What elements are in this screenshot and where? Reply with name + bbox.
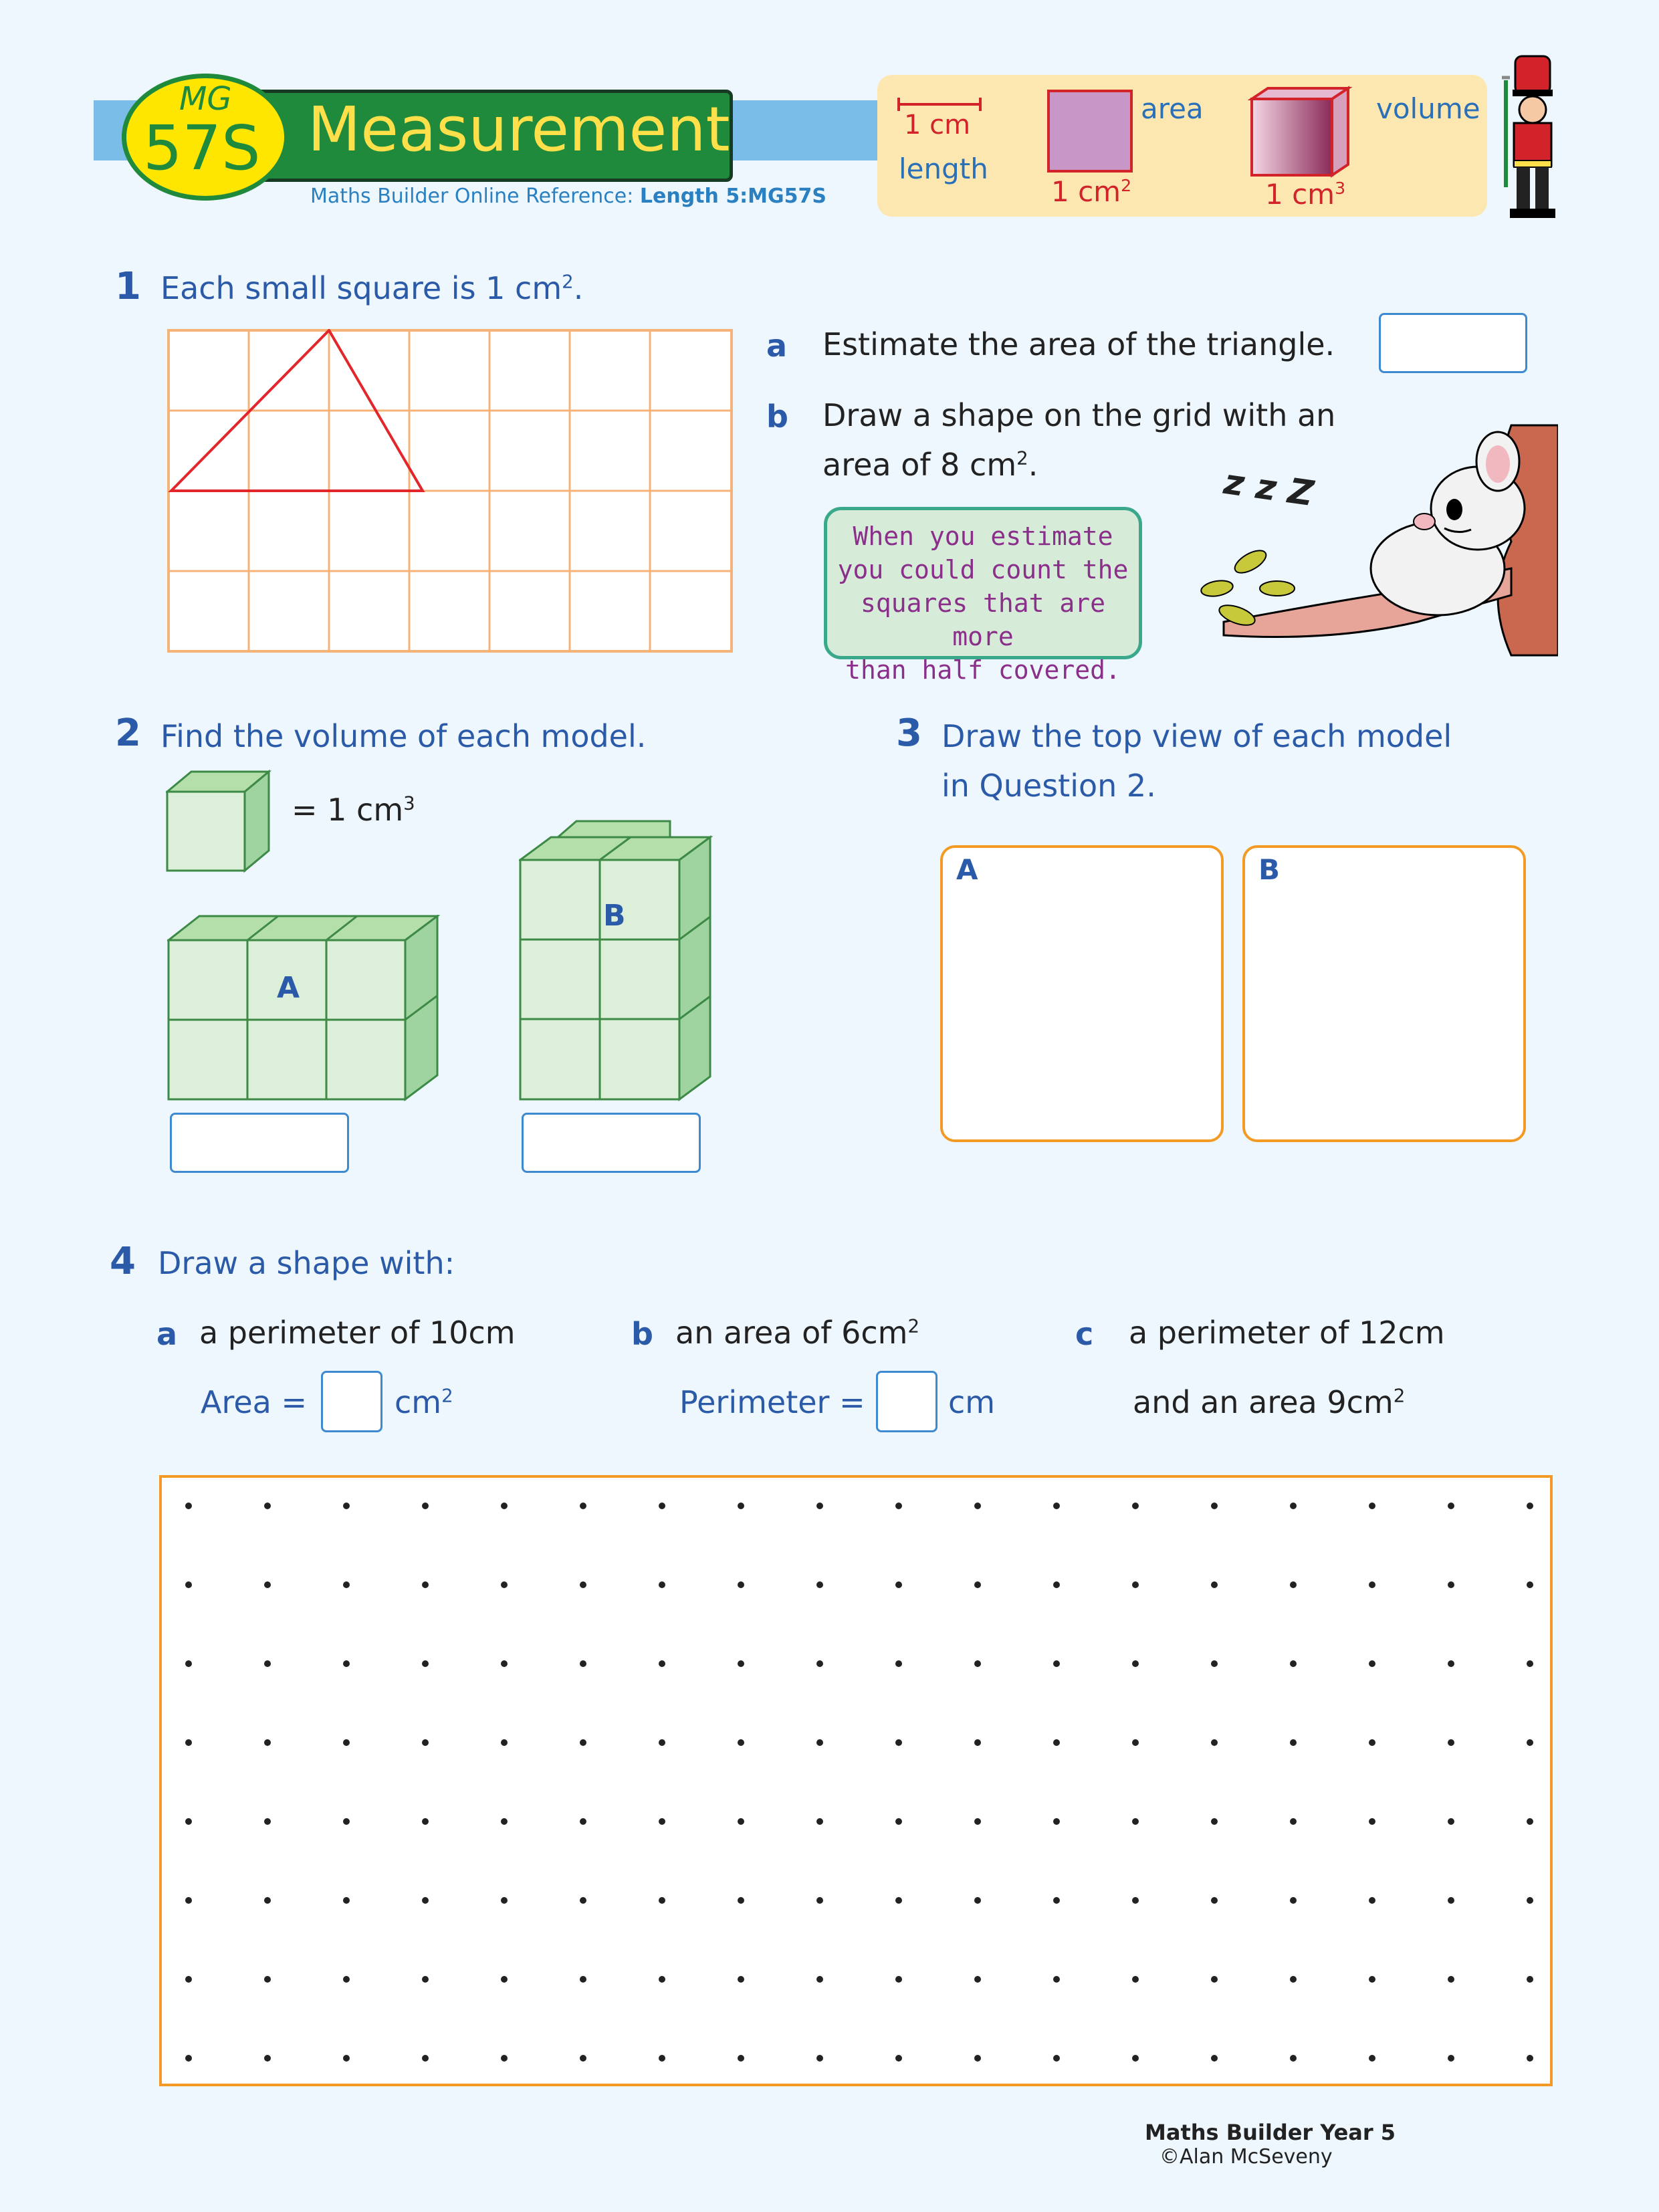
grid-dot xyxy=(738,1581,744,1588)
model-b xyxy=(519,814,720,1102)
grid-dot xyxy=(185,1818,192,1825)
grid-dot xyxy=(895,1976,902,1983)
grid-dot xyxy=(1369,1739,1375,1746)
grid-dot xyxy=(343,1818,350,1825)
grid-dot xyxy=(185,2055,192,2062)
grid-dot xyxy=(1211,2055,1218,2062)
grid-dot xyxy=(264,1739,271,1746)
grid-dot xyxy=(895,1739,902,1746)
volume-cube-icon xyxy=(1248,86,1355,179)
grid-dot xyxy=(343,1976,350,1983)
q1-part-b-letter: b xyxy=(766,399,788,435)
grid-dot xyxy=(1290,1739,1297,1746)
reference-value: Length 5:MG57S xyxy=(639,185,827,208)
model-a-label: A xyxy=(277,971,300,1005)
grid-dot xyxy=(1448,1976,1454,1983)
grid-dot xyxy=(1211,1581,1218,1588)
grid-dot xyxy=(580,1739,586,1746)
grid-dot xyxy=(580,2055,586,2062)
grid-dot xyxy=(422,1660,429,1667)
model-a xyxy=(167,915,441,1102)
top-view-box-a-label: A xyxy=(956,853,978,886)
volume-unit: 1 $cm^3$ xyxy=(1265,178,1346,211)
top-view-box-a[interactable] xyxy=(940,845,1224,1142)
grid-dot xyxy=(343,2055,350,2062)
grid-dot xyxy=(264,1503,271,1509)
grid-dot xyxy=(422,1897,429,1904)
grid-dot xyxy=(501,1897,508,1904)
grid-dot xyxy=(974,1897,981,1904)
grid-dot xyxy=(1448,1581,1454,1588)
grid-dot xyxy=(738,1897,744,1904)
grid-dot xyxy=(422,2055,429,2062)
top-view-box-b-label: B xyxy=(1258,853,1281,886)
grid-dot xyxy=(422,1976,429,1983)
footer-book: Maths Builder Year 5 xyxy=(1145,2120,1396,2145)
dot-grid-area[interactable] xyxy=(159,1475,1553,2086)
q1-part-b-line2: area of 8 $cm^2$. xyxy=(822,447,1038,483)
grid-dot xyxy=(974,1976,981,1983)
q4b-perimeter-unit: cm xyxy=(948,1384,996,1420)
grid-dot xyxy=(974,2055,981,2062)
grid-dot xyxy=(343,1739,350,1746)
grid-dot xyxy=(1290,1660,1297,1667)
grid-dot xyxy=(1290,2055,1297,2062)
grid-dot xyxy=(1369,1976,1375,1983)
grid-dot xyxy=(1132,1818,1139,1825)
grid-dot xyxy=(816,1976,823,1983)
q1a-answer-box[interactable] xyxy=(1379,313,1527,373)
q4-part-b-text: an area of $6cm^2$ xyxy=(675,1315,920,1351)
question-3-number: 3 xyxy=(896,711,922,755)
model-b-label: B xyxy=(603,899,626,933)
grid-dot xyxy=(1132,1581,1139,1588)
grid-dot xyxy=(816,1660,823,1667)
grid-dot xyxy=(1369,2055,1375,2062)
q4-part-a-letter: a xyxy=(156,1316,178,1352)
q4-part-b-letter: b xyxy=(631,1316,653,1352)
grid-dot xyxy=(659,1739,665,1746)
length-unit: 1 cm xyxy=(904,110,971,140)
grid-dot xyxy=(1053,1739,1060,1746)
grid-dot xyxy=(1369,1581,1375,1588)
q1-part-a-text: Estimate the area of the triangle. xyxy=(822,326,1335,362)
q4a-area-answer-box[interactable] xyxy=(321,1371,382,1432)
grid-dot xyxy=(816,1503,823,1509)
area-label: area xyxy=(1141,92,1204,125)
grid-dot xyxy=(1132,1503,1139,1509)
q4b-perimeter-answer-box[interactable] xyxy=(876,1371,937,1432)
grid-dot xyxy=(1290,1581,1297,1588)
question-2-text: Find the volume of each model. xyxy=(160,718,647,754)
grid-dot xyxy=(422,1503,429,1509)
grid-dot xyxy=(1211,1503,1218,1509)
tip-line-3: squares that are more xyxy=(860,588,1106,651)
grid-dot xyxy=(738,2055,744,2062)
q4b-perimeter-label: Perimeter = xyxy=(679,1384,865,1420)
grid-dot xyxy=(659,1581,665,1588)
grid-dot xyxy=(1290,1976,1297,1983)
grid-dot xyxy=(1211,1976,1218,1983)
grid-dot xyxy=(895,1897,902,1904)
q4-part-a-text: a perimeter of 10cm xyxy=(199,1315,516,1351)
top-view-box-b[interactable] xyxy=(1242,845,1526,1142)
q1-square-grid xyxy=(167,329,734,654)
grid-dot xyxy=(343,1660,350,1667)
grid-dot xyxy=(816,1581,823,1588)
grid-dot xyxy=(974,1581,981,1588)
tip-box xyxy=(824,507,1142,685)
grid-dot xyxy=(1448,1739,1454,1746)
question-3-line1: Draw the top view of each model xyxy=(942,718,1452,754)
grid-dot xyxy=(1053,2055,1060,2062)
grid-dot xyxy=(185,1739,192,1746)
grid-dot xyxy=(580,1976,586,1983)
code-bottom: 57S xyxy=(143,112,261,184)
grid-dot xyxy=(1448,1818,1454,1825)
tip-line-4: than half covered. xyxy=(845,655,1121,685)
page-title: Measurement xyxy=(308,94,730,165)
footer-copyright: ©Alan McSeveny xyxy=(1159,2145,1333,2169)
model-b-answer-box[interactable] xyxy=(522,1113,701,1173)
q4a-area-label: Area = xyxy=(201,1384,308,1420)
grid-dot xyxy=(1053,1897,1060,1904)
grid-dot xyxy=(1211,1818,1218,1825)
grid-dot xyxy=(738,1976,744,1983)
grid-dot xyxy=(659,1503,665,1509)
volume-label: volume xyxy=(1376,92,1480,125)
grid-dot xyxy=(501,1818,508,1825)
grid-dot xyxy=(422,1739,429,1746)
unit-cube-key-text: = 1 $cm^3$ xyxy=(292,792,415,828)
grid-dot xyxy=(816,1897,823,1904)
grid-dot xyxy=(1211,1660,1218,1667)
grid-dot xyxy=(738,1739,744,1746)
grid-dot xyxy=(580,1897,586,1904)
grid-dot xyxy=(1527,1739,1533,1746)
grid-dot xyxy=(422,1581,429,1588)
grid-dot xyxy=(1211,1739,1218,1746)
question-4-text: Draw a shape with: xyxy=(158,1245,455,1281)
q1-part-a-letter: a xyxy=(766,328,788,364)
grid-dot xyxy=(738,1818,744,1825)
model-a-answer-box[interactable] xyxy=(170,1113,349,1173)
grid-dot xyxy=(1527,1660,1533,1667)
grid-dot xyxy=(1527,1818,1533,1825)
grid-dot xyxy=(1369,1503,1375,1509)
question-4-number: 4 xyxy=(110,1240,136,1283)
grid-dot xyxy=(816,2055,823,2062)
grid-dot xyxy=(1053,1976,1060,1983)
grid-dot xyxy=(580,1503,586,1509)
q4-part-c-line2: and an area $9cm^2$ xyxy=(1133,1384,1406,1420)
grid-dot xyxy=(501,2055,508,2062)
code-top: MG xyxy=(179,80,232,118)
grid-dot xyxy=(1290,1818,1297,1825)
grid-dot xyxy=(1448,1503,1454,1509)
grid-dot xyxy=(1448,1660,1454,1667)
area-square-icon xyxy=(1047,90,1133,173)
grid-dot xyxy=(1053,1503,1060,1509)
grid-dot xyxy=(264,1897,271,1904)
grid-dot xyxy=(343,1581,350,1588)
toy-soldier-icon xyxy=(1492,53,1573,221)
grid-dot xyxy=(501,1581,508,1588)
grid-dot xyxy=(1290,1503,1297,1509)
question-2-number: 2 xyxy=(115,711,141,755)
grid-dot xyxy=(895,1581,902,1588)
grid-dot xyxy=(1211,1897,1218,1904)
grid-dot xyxy=(580,1581,586,1588)
grid-dot xyxy=(974,1660,981,1667)
grid-dot xyxy=(1527,1503,1533,1509)
question-1-text: Each small square is 1 $cm^2$. xyxy=(160,270,584,306)
grid-dot xyxy=(816,1739,823,1746)
grid-dot xyxy=(1527,1897,1533,1904)
grid-dot xyxy=(185,1660,192,1667)
grid-dot xyxy=(738,1503,744,1509)
grid-dot xyxy=(1369,1660,1375,1667)
question-3-line2: in Question 2. xyxy=(942,768,1156,804)
grid-dot xyxy=(659,1660,665,1667)
grid-dot xyxy=(343,1503,350,1509)
grid-dot xyxy=(1053,1660,1060,1667)
grid-dot xyxy=(185,1581,192,1588)
unit-cube-key xyxy=(166,769,286,876)
grid-dot xyxy=(895,1818,902,1825)
q1-part-b-line1: Draw a shape on the grid with an xyxy=(822,397,1336,433)
grid-dot xyxy=(659,1897,665,1904)
grid-dot xyxy=(1132,1897,1139,1904)
q4a-area-unit: $cm^2$ xyxy=(395,1384,453,1420)
grid-dot xyxy=(343,1897,350,1904)
grid-dot xyxy=(264,1976,271,1983)
reference-prefix: Maths Builder Online Reference: xyxy=(310,185,634,208)
grid-dot xyxy=(1053,1818,1060,1825)
grid-dot xyxy=(580,1660,586,1667)
dot-grid xyxy=(162,1478,1550,2084)
tip-line-2: you could count the xyxy=(837,555,1129,584)
grid-dot xyxy=(1448,2055,1454,2062)
grid-dot xyxy=(264,1660,271,1667)
grid-dot xyxy=(895,1660,902,1667)
grid-dot xyxy=(1132,2055,1139,2062)
grid-dot xyxy=(185,1503,192,1509)
grid-dot xyxy=(1132,1976,1139,1983)
q4-part-c-letter: c xyxy=(1075,1316,1094,1352)
grid-dot xyxy=(659,1976,665,1983)
grid-dot xyxy=(501,1739,508,1746)
grid-dot xyxy=(1132,1739,1139,1746)
grid-dot xyxy=(816,1818,823,1825)
area-unit: 1 $cm^2$ xyxy=(1051,175,1132,208)
grid-dot xyxy=(264,2055,271,2062)
snore-text: z z Z xyxy=(1221,461,1316,515)
reference-line xyxy=(310,185,826,208)
grid-dot xyxy=(264,1818,271,1825)
grid-dot xyxy=(501,1660,508,1667)
grid-dot xyxy=(1132,1660,1139,1667)
grid-dot xyxy=(580,1818,586,1825)
grid-dot xyxy=(1369,1818,1375,1825)
grid-dot xyxy=(659,2055,665,2062)
length-ruler-icon xyxy=(896,98,983,111)
grid-dot xyxy=(974,1739,981,1746)
grid-dot xyxy=(501,1976,508,1983)
grid-dot xyxy=(1527,1581,1533,1588)
q4-part-c-line1: a perimeter of 12cm xyxy=(1129,1315,1445,1351)
grid-dot xyxy=(422,1818,429,1825)
grid-dot xyxy=(185,1897,192,1904)
grid-dot xyxy=(659,1818,665,1825)
length-label: length xyxy=(899,152,988,185)
grid-dot xyxy=(895,1503,902,1509)
grid-dot xyxy=(895,2055,902,2062)
grid-dot xyxy=(501,1503,508,1509)
grid-dot xyxy=(264,1581,271,1588)
grid-dot xyxy=(1290,1897,1297,1904)
sleeping-possum-illustration xyxy=(1197,421,1558,662)
grid-dot xyxy=(738,1660,744,1667)
tip-line-1: When you estimate xyxy=(853,522,1113,551)
grid-dot xyxy=(974,1503,981,1509)
grid-dot xyxy=(1527,1976,1533,1983)
grid-dot xyxy=(1053,1581,1060,1588)
grid-dot xyxy=(1448,1897,1454,1904)
grid-dot xyxy=(1369,1897,1375,1904)
grid-dot xyxy=(185,1976,192,1983)
grid-dot xyxy=(1527,2055,1533,2062)
question-1-number: 1 xyxy=(115,265,141,308)
grid-dot xyxy=(974,1818,981,1825)
